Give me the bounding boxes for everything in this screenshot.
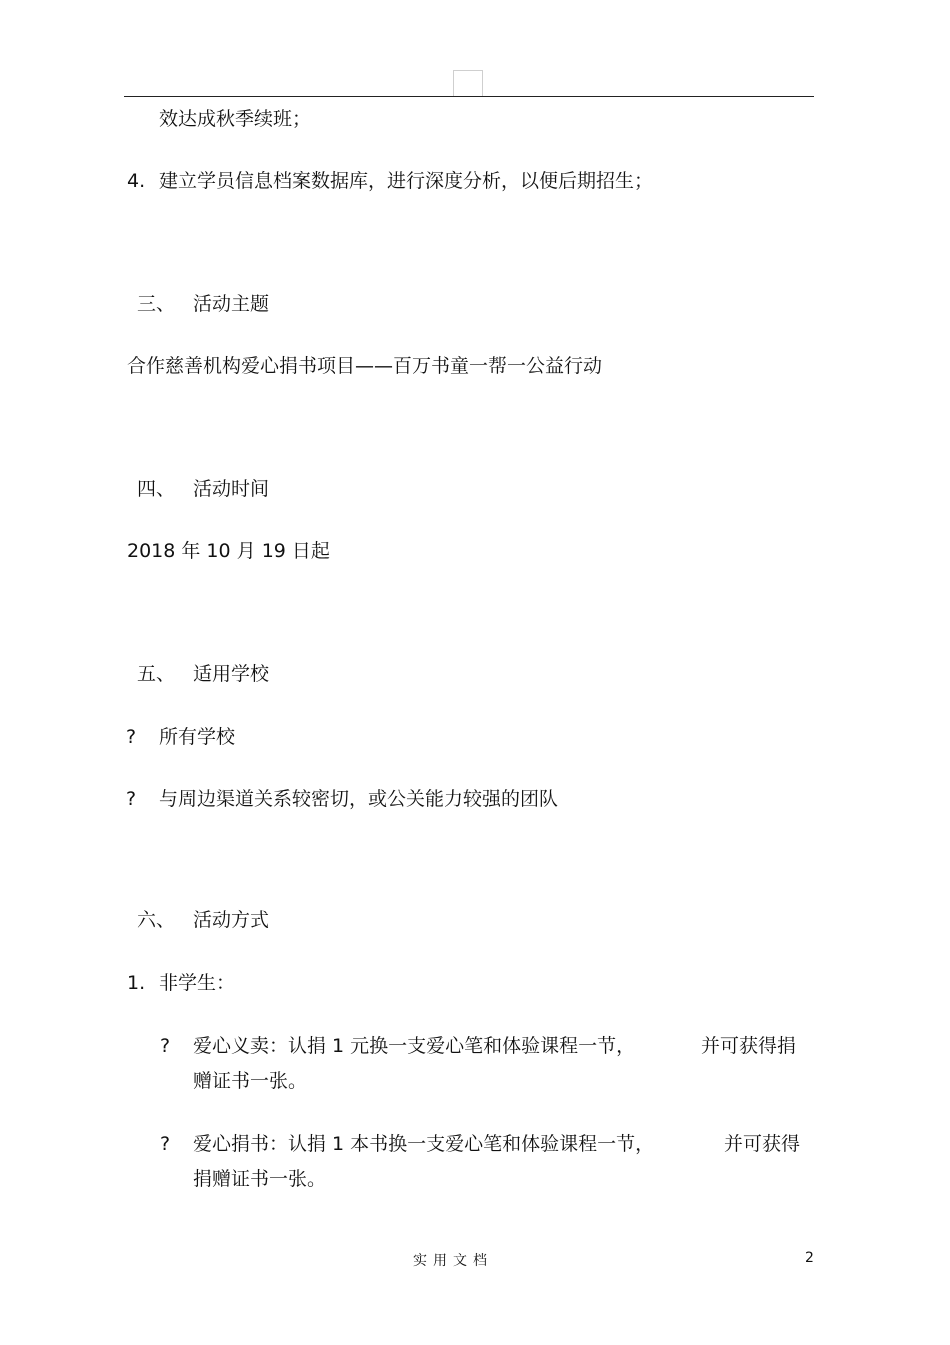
theme-paragraph: 合作慈善机构爱心捐书项目——百万书童一帮一公益行动 <box>127 355 603 377</box>
bullet-item-all-schools: 所有学校 <box>159 726 236 748</box>
charity-sale-line1: 爱心义卖：认捐 1 元换一支爱心笔和体验课程一节， <box>193 1035 636 1057</box>
section-heading-schools: 适用学校 <box>193 663 270 685</box>
bullet-mark: ? <box>126 726 137 748</box>
section-number-4: 四、 <box>137 478 176 500</box>
charity-sale-line2: 赠证书一张。 <box>193 1070 308 1092</box>
footer-label: 实用文档 <box>413 1253 493 1269</box>
bullet-mark: ? <box>160 1035 171 1057</box>
book-donation-line1: 爱心捐书：认捐 1 本书换一支爱心笔和体验课程一节， <box>193 1133 655 1155</box>
charity-sale-line1-end: 并可获得捐 <box>701 1035 797 1057</box>
section-heading-theme: 活动主题 <box>193 293 270 315</box>
bullet-item-teams: 与周边渠道关系较密切，或公关能力较强的团队 <box>159 788 559 810</box>
list-item-non-students: 非学生： <box>159 972 236 994</box>
header-rule <box>124 96 814 97</box>
list-number-1: 1. <box>127 972 146 994</box>
section-heading-time: 活动时间 <box>193 478 270 500</box>
continued-line: 效达成秋季续班； <box>159 108 312 130</box>
list-number-4: 4. <box>127 170 146 192</box>
header-page-box <box>453 70 483 97</box>
section-heading-method: 活动方式 <box>193 909 270 931</box>
bullet-mark: ? <box>160 1133 171 1155</box>
section-number-5: 五、 <box>137 663 176 685</box>
section-number-6: 六、 <box>137 909 176 931</box>
bullet-mark: ? <box>126 788 137 810</box>
book-donation-line1-end: 并可获得 <box>724 1133 801 1155</box>
list-item-4: 建立学员信息档案数据库，进行深度分析，以便后期招生； <box>159 170 654 192</box>
section-number-3: 三、 <box>137 293 176 315</box>
book-donation-line2: 捐赠证书一张。 <box>193 1168 327 1190</box>
time-paragraph: 2018 年 10 月 19 日起 <box>127 540 330 562</box>
page-number: 2 <box>805 1250 814 1266</box>
